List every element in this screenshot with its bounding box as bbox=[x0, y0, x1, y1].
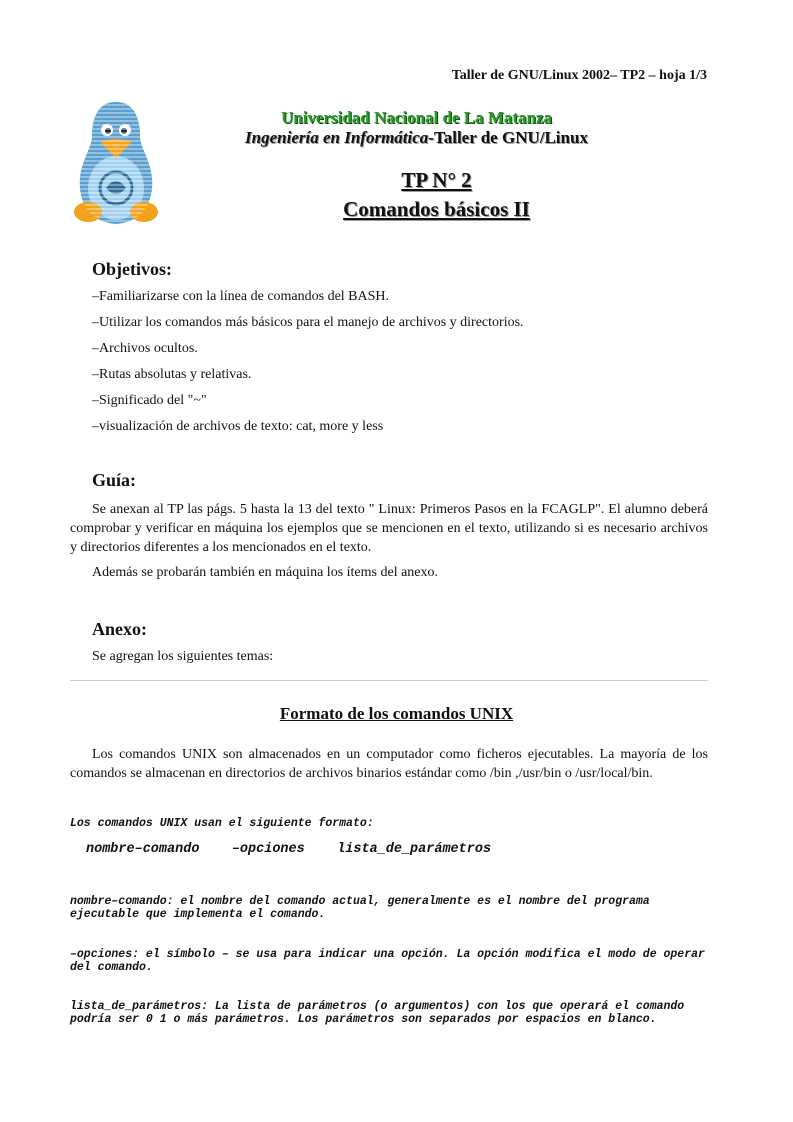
guia-paragraph bbox=[70, 500, 708, 557]
tp-title: Comandos básicos II bbox=[343, 197, 530, 221]
section-divider bbox=[70, 680, 708, 681]
objetivos-heading: Objetivos: bbox=[92, 259, 172, 279]
anexo-text: Se agregan los siguientes temas: bbox=[92, 649, 274, 664]
guia-paragraph-text: Se anexan al TP las págs. 5 hasta la 13 del texto " Linux: Primeros Pasos en la FCAGLP". El alumno deberá comprobar y verificar en máquina los ejemplos que se mencionen en el texto, utilizando si es necesario archivos y directorios diferentes a los mencionados en el texto. bbox=[70, 502, 708, 555]
anexo-heading: Anexo: bbox=[92, 619, 147, 639]
def-nombre-comando: nombre–comando: el nombre del comando actual, generalmente es el nombre del programa ejecutable que implementa el comando. bbox=[70, 895, 650, 921]
def-opciones: –opciones: el símbolo – se usa para indicar una opción. La opción modifica el modo de operar del comando. bbox=[70, 948, 705, 974]
faculty-line bbox=[0, 128, 793, 148]
guia-heading: Guía: bbox=[92, 470, 137, 490]
usage-intro: Los comandos UNIX usan el siguiente formato: bbox=[70, 817, 374, 830]
formato-intro bbox=[70, 745, 708, 783]
objetivo-item: –visualización de archivos de texto: cat, more y less bbox=[92, 419, 384, 434]
command-syntax: nombre–comando –opciones lista_de_parámetros bbox=[86, 842, 492, 857]
objetivo-item: –Rutas absolutas y relativas. bbox=[92, 367, 252, 382]
formato-intro-text: Los comandos UNIX son almacenados en un computador como ficheros ejecutables. La mayoría de los comandos se almacenan en directorios de archivos binarios estándar como /bin ,/usr/bin o /usr/local/bin. bbox=[70, 747, 708, 781]
objetivo-item: –Familiarizarse con la línea de comandos del BASH. bbox=[92, 289, 390, 304]
tp-number: TP N° 2 bbox=[401, 168, 472, 192]
formato-heading: Formato de los comandos UNIX bbox=[279, 704, 514, 723]
objetivo-item: –Archivos ocultos. bbox=[92, 341, 198, 356]
faculty-course: -Taller de GNU/Linux bbox=[428, 128, 588, 147]
guia-paragraph-2 bbox=[70, 563, 708, 582]
faculty-career: Ingeniería en Informática bbox=[245, 128, 429, 147]
objetivo-item: –Significado del "~" bbox=[92, 393, 207, 408]
page-header: Taller de GNU/Linux 2002– TP2 – hoja 1/3 bbox=[451, 68, 707, 83]
guia-paragraph-2-text: Además se probarán también en máquina los ítems del anexo. bbox=[92, 565, 439, 580]
def-lista-parametros: lista_de_parámetros: La lista de parámetros (o argumentos) con los que operará el comando podría ser 0 1 o más parámetros. Los parámetros son separados por espacios en blanco. bbox=[70, 1000, 685, 1026]
objetivo-item: –Utilizar los comandos más básicos para el manejo de archivos y directorios. bbox=[92, 315, 524, 330]
university-name: Universidad Nacional de La Matanza bbox=[280, 108, 553, 127]
